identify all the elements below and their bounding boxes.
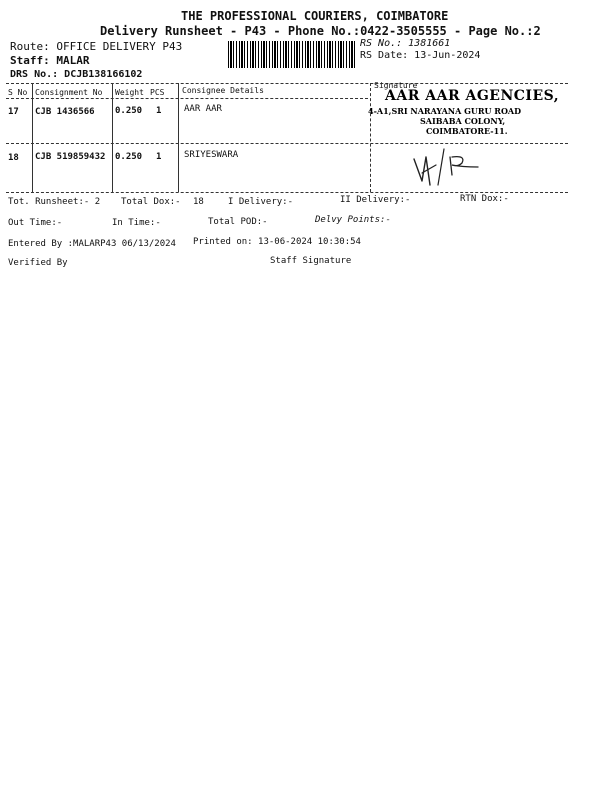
row-18-consignment: CJB 519859432: [35, 152, 106, 162]
rs-number: RS No.: 1381661: [360, 38, 451, 49]
company-title: THE PROFESSIONAL COURIERS, COIMBATORE: [181, 9, 449, 23]
table-header-rule: [6, 98, 368, 99]
total-pod: Total POD:-: [208, 217, 268, 227]
row-18-pcs: 1: [156, 152, 162, 162]
row-18-weight: 0.250: [115, 152, 143, 162]
col-divider-sno: [32, 83, 33, 192]
company-stamp-line2: 4-A1,SRI NARAYANA GURU ROAD: [368, 106, 522, 116]
printed-on: Printed on: 13-06-2024 10:30:54: [193, 237, 361, 247]
rs-date: RS Date: 13-Jun-2024: [360, 50, 481, 61]
barcode: [228, 41, 356, 68]
staff-signature: Staff Signature: [270, 256, 352, 266]
col-divider-consignee: [370, 83, 371, 192]
drs-number: DRS No.: DCJB138166102: [10, 69, 143, 80]
table-row-rule: [6, 143, 568, 144]
col-divider-consignment: [112, 83, 113, 192]
ii-delivery: II Delivery:-: [340, 195, 411, 205]
header-s-no: S No: [8, 88, 28, 97]
verified-by: Verified By: [8, 258, 68, 268]
tot-runsheet: Tot. Runsheet:- 2: [8, 197, 101, 207]
route-label: Route: OFFICE DELIVERY P43: [10, 40, 183, 53]
row-18-sno: 18: [8, 153, 19, 163]
total-dox-label: Total Dox:-: [121, 197, 181, 207]
row-17-consignee: AAR AAR: [184, 104, 222, 114]
table-bottom-rule: [6, 192, 568, 193]
header-signature: Signature: [374, 81, 418, 90]
header-consignee-details: Consignee Details: [182, 86, 264, 95]
row-17-weight: 0.250: [115, 106, 143, 116]
handwritten-signature: [400, 145, 490, 190]
company-stamp-line3: SAIBABA COLONY,: [420, 116, 506, 126]
out-time: Out Time:-: [8, 218, 63, 228]
header-consignment-no: Consignment No: [35, 88, 103, 97]
row-17-pcs: 1: [156, 106, 162, 116]
i-delivery: I Delivery:-: [228, 197, 294, 207]
in-time: In Time:-: [112, 218, 161, 228]
company-stamp-line4: COIMBATORE-11.: [426, 126, 508, 136]
rtn-dox: RTN Dox:-: [460, 194, 509, 204]
header-pcs: PCS: [150, 88, 165, 97]
row-18-consignee: SRIYESWARA: [184, 150, 239, 160]
table-top-rule: [6, 83, 568, 84]
delvy-points: Delvy Points:-: [315, 215, 391, 225]
row-17-sno: 17: [8, 107, 19, 117]
total-dox-value: 18: [193, 197, 204, 207]
company-stamp-line1: AAR AAR AGENCIES,: [385, 88, 560, 104]
entered-by: Entered By :MALARP43 06/13/2024: [8, 239, 176, 249]
staff-label: Staff: MALAR: [10, 54, 90, 67]
header-weight: Weight: [115, 88, 144, 97]
col-divider-pcs: [178, 83, 179, 192]
row-17-consignment: CJB 1436566: [35, 107, 95, 117]
runsheet-subtitle: Delivery Runsheet - P43 - Phone No.:0422-3505555 - Page No.:2: [100, 24, 541, 38]
